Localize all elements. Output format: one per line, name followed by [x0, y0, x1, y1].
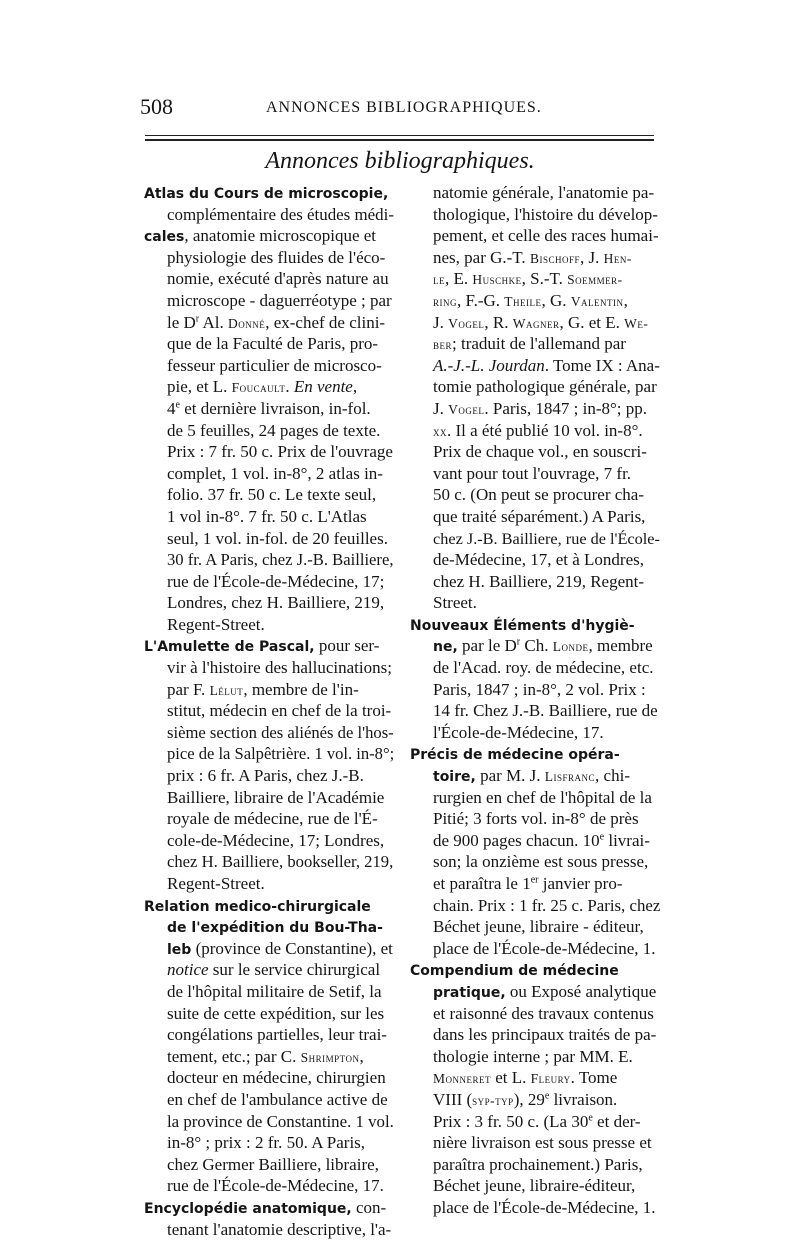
- text-run: ou Exposé analytique: [506, 982, 657, 1001]
- text-line: [144, 463, 394, 485]
- text-line: [144, 679, 394, 701]
- text-line: [144, 1003, 394, 1025]
- text-line: [410, 808, 660, 830]
- text-line: [144, 204, 394, 226]
- entry-heading: leb: [167, 942, 191, 958]
- text-run: Londres, chez H. Bailliere, 219,: [167, 593, 384, 612]
- text-run: Hen-: [604, 251, 632, 266]
- text-line: [410, 333, 660, 355]
- text-run: que de la Faculté de Paris, pro-: [167, 334, 378, 353]
- text-line: [410, 376, 660, 398]
- text-run: microscope - daguerréotype ; par: [167, 291, 392, 310]
- text-run: xx: [433, 424, 447, 439]
- text-run: de 900 pages chacun. 10: [433, 831, 600, 850]
- text-run: et paraîtra le 1: [433, 874, 531, 893]
- text-line: [144, 635, 394, 657]
- text-line: [144, 1154, 394, 1176]
- text-run: con-: [352, 1198, 386, 1217]
- text-run: Paris, 1847 ; in-8°, 2 vol. Prix :: [433, 680, 646, 699]
- text-run: Pitié; 3 forts vol. in-8° de près: [433, 809, 639, 828]
- text-line: [410, 765, 660, 787]
- text-line: [410, 1046, 660, 1068]
- text-run: Vogel: [448, 402, 484, 417]
- text-run: Foucault: [232, 380, 286, 395]
- text-run: syp-typ: [472, 1093, 514, 1108]
- text-run: , R.: [484, 313, 512, 332]
- text-line: [144, 506, 394, 528]
- text-run: Huschke: [472, 272, 521, 287]
- text-line: [144, 225, 394, 247]
- text-line: [144, 657, 394, 679]
- text-run: complet, 1 vol. in-8°, 2 atlas in-: [167, 464, 383, 483]
- text-run: nière livraison est sous presse et: [433, 1133, 652, 1152]
- text-line: [144, 981, 394, 1003]
- text-line: [144, 1089, 394, 1111]
- text-line: [410, 614, 660, 636]
- text-line: [410, 268, 660, 290]
- text-line: [144, 938, 394, 960]
- text-line: [410, 743, 660, 765]
- text-run: ,: [624, 291, 628, 310]
- text-line: [144, 787, 394, 809]
- text-run: (province de Constantine), et: [191, 939, 393, 958]
- text-line: [144, 571, 394, 593]
- text-run: nomie, exécuté d'après nature au: [167, 269, 389, 288]
- text-line: [144, 398, 394, 420]
- text-line: [410, 1154, 660, 1176]
- text-run: tement, etc.; par C.: [167, 1047, 301, 1066]
- text-run: e: [545, 1090, 549, 1101]
- text-run: congélations partielles, leur trai-: [167, 1025, 387, 1044]
- text-run: natomie générale, l'anatomie pa-: [433, 183, 654, 202]
- entry-heading: ne,: [433, 639, 458, 655]
- text-run: Soemmer-: [567, 272, 623, 287]
- text-line: [410, 1089, 660, 1111]
- text-run: pie, et L.: [167, 377, 232, 396]
- text-line: [144, 851, 394, 873]
- text-run: stitut, médecin en chef de la troi-: [167, 701, 391, 720]
- text-run: 50 c. (On peut se procurer cha-: [433, 485, 644, 504]
- text-run: par F.: [167, 680, 210, 699]
- text-run: tomie pathologique générale, par: [433, 377, 657, 396]
- text-line: [144, 1046, 394, 1068]
- text-line: [144, 873, 394, 895]
- text-run: et L.: [491, 1068, 531, 1087]
- text-run: Prix de chaque vol., en souscri-: [433, 442, 647, 461]
- text-run: et dernière livraison, in-fol.: [180, 399, 371, 418]
- text-run: chez Germer Bailliere, libraire,: [167, 1155, 379, 1174]
- text-run: le D: [167, 313, 196, 332]
- text-run: ,: [359, 1047, 363, 1066]
- text-run: en chef de l'ambulance active de: [167, 1090, 388, 1109]
- text-run: nes, par G.-T.: [433, 248, 530, 267]
- text-line: [144, 355, 394, 377]
- text-run: ), 29: [514, 1090, 545, 1109]
- text-run: de l'hôpital militaire de Setif, la: [167, 982, 382, 1001]
- text-run: , membre: [588, 636, 652, 655]
- text-run: place de l'École-de-Médecine, 1.: [433, 1198, 656, 1217]
- text-run: le: [433, 272, 445, 287]
- text-run: vir à l'histoire des hallucinations;: [167, 658, 392, 677]
- text-run: Monneret: [433, 1071, 491, 1086]
- text-run: livraison.: [549, 1090, 617, 1109]
- text-run: rue de l'École-de-Médecine, 17;: [167, 572, 384, 591]
- text-run: thologie interne ; par MM. E.: [433, 1047, 633, 1066]
- text-run: chez H. Bailliere, bookseller, 219,: [167, 852, 393, 871]
- text-run: chez H. Bailliere, 219, Regent-: [433, 572, 644, 591]
- text-run: et raisonné des travaux contenus: [433, 1004, 654, 1023]
- entry-heading: pratique,: [433, 985, 506, 1001]
- text-run: , anatomie microscopique et: [184, 226, 376, 245]
- text-run: l'École-de-Médecine, 17.: [433, 723, 604, 742]
- text-line: [144, 1067, 394, 1089]
- text-run: thologique, l'histoire du dévelop-: [433, 205, 658, 224]
- text-line: [144, 333, 394, 355]
- text-run: folio. 37 fr. 50 c. Le texte seul,: [167, 485, 376, 504]
- text-line: [144, 376, 394, 398]
- text-run: de 5 feuilles, 24 pages de texte.: [167, 421, 380, 440]
- text-line: [410, 938, 660, 960]
- text-run: pour ser-: [315, 636, 380, 655]
- text-line: [410, 592, 660, 614]
- text-run: Fleury: [531, 1071, 571, 1086]
- text-line: [144, 614, 394, 636]
- text-run: place de l'École-de-Médecine, 1.: [433, 939, 656, 958]
- text-line: [144, 1111, 394, 1133]
- text-line: [410, 1003, 660, 1025]
- text-run: e: [600, 831, 604, 842]
- text-line: [144, 808, 394, 830]
- text-run: fesseur particulier de microsco-: [167, 356, 382, 375]
- text-line: [144, 247, 394, 269]
- text-line: [410, 981, 660, 1003]
- text-line: [144, 830, 394, 852]
- text-line: [410, 1067, 660, 1089]
- text-run: in-8° ; prix : 2 fr. 50. A Paris,: [167, 1133, 365, 1152]
- text-run: Theile: [504, 294, 541, 309]
- text-run: seul, 1 vol. in-fol. de 20 feuilles.: [167, 529, 388, 548]
- text-run: Londe: [553, 639, 589, 654]
- text-line: [410, 398, 660, 420]
- text-run: . Il a été publié 10 vol. in-8°.: [447, 421, 643, 440]
- text-run: , membre de l'in-: [243, 680, 358, 699]
- text-run: sur le service chirurgical: [209, 960, 381, 979]
- text-run: vant pour tout l'ouvrage, 7 fr.: [433, 464, 631, 483]
- text-line: [410, 873, 660, 895]
- text-run: Vogel: [448, 316, 484, 331]
- text-run: dans les principaux traités de pa-: [433, 1025, 656, 1044]
- text-run: royale de médecine, rue de l'É-: [167, 809, 378, 828]
- text-run: Bischoff: [530, 251, 580, 266]
- text-run: 30 fr. A Paris, chez J.-B. Bailliere,: [167, 550, 394, 569]
- text-line: [144, 592, 394, 614]
- text-line: [410, 1024, 660, 1046]
- text-line: [144, 743, 394, 765]
- text-run: Shrimpton: [301, 1050, 360, 1065]
- text-run: cole-de-Médecine, 17; Londres,: [167, 831, 384, 850]
- text-run: r: [517, 637, 520, 648]
- text-run: e: [176, 399, 180, 410]
- text-run: Regent-Street.: [167, 615, 265, 634]
- text-run: paraîtra prochainement.) Paris,: [433, 1155, 643, 1174]
- text-run: janvier pro-: [538, 874, 622, 893]
- text-line: [144, 182, 394, 204]
- text-line: [144, 765, 394, 787]
- text-run: 14 fr. Chez J.-B. Bailliere, rue de: [433, 701, 658, 720]
- text-run: VIII (: [433, 1090, 472, 1109]
- text-run: par le D: [458, 636, 517, 655]
- text-run: chez J.-B. Bailliere, rue de l'École-: [433, 529, 660, 548]
- text-run: Street.: [433, 593, 477, 612]
- right-column: [410, 182, 660, 1219]
- text-run: physiologie des fluides de l'éco-: [167, 248, 385, 267]
- text-run: Ch.: [520, 636, 553, 655]
- page-number: 508: [140, 94, 173, 120]
- text-line: [410, 787, 660, 809]
- text-line: [144, 895, 394, 917]
- text-line: [410, 506, 660, 528]
- text-line: [144, 1197, 394, 1219]
- text-run: , G. et E.: [559, 313, 624, 332]
- text-run: J.: [433, 313, 448, 332]
- text-line: [144, 722, 394, 744]
- entry-heading: L'Amulette de Pascal,: [144, 639, 315, 655]
- text-run: que traité séparément.) A Paris,: [433, 507, 645, 526]
- text-run: er: [531, 874, 539, 885]
- text-line: [144, 441, 394, 463]
- text-run: Wagner: [513, 316, 560, 331]
- text-run: prix : 6 fr. A Paris, chez J.-B.: [167, 766, 364, 785]
- text-run: Al.: [199, 313, 228, 332]
- text-run: tenant l'anatomie descriptive, l'a-: [167, 1220, 391, 1239]
- text-run: , J.: [580, 248, 604, 267]
- text-run: Béchet jeune, libraire-éditeur,: [433, 1176, 635, 1195]
- text-run: Lélut: [210, 683, 244, 698]
- text-run: suite de cette expédition, sur les: [167, 1004, 384, 1023]
- text-line: [144, 549, 394, 571]
- page-header: [140, 94, 660, 128]
- text-run: et der-: [593, 1112, 641, 1131]
- text-line: [410, 657, 660, 679]
- text-run: We-: [624, 316, 648, 331]
- entry-heading: Atlas du Cours de microscopie,: [144, 186, 388, 202]
- text-run: rurgien en chef de l'hôpital de la: [433, 788, 652, 807]
- text-line: [410, 528, 660, 550]
- left-column: [144, 182, 394, 1240]
- text-run: En vente: [294, 377, 353, 396]
- text-line: [410, 312, 660, 334]
- entry-heading: de l'expédition du Bou-Tha-: [167, 920, 383, 936]
- section-title: Annonces bibliographiques.: [140, 148, 660, 175]
- text-run: J.: [433, 399, 448, 418]
- text-line: [410, 549, 660, 571]
- text-run: docteur en médecine, chirurgien: [167, 1068, 386, 1087]
- text-run: , S.-T.: [522, 269, 568, 288]
- text-line: [144, 959, 394, 981]
- entry-heading: Nouveaux Éléments d'hygiè-: [410, 618, 635, 634]
- text-run: Valentin: [571, 294, 624, 309]
- text-run: , ex-chef de clini-: [265, 313, 385, 332]
- text-line: [410, 1197, 660, 1219]
- entry-heading: toire,: [433, 769, 476, 785]
- text-line: [410, 959, 660, 981]
- entry-heading: Précis de médecine opéra-: [410, 747, 620, 763]
- text-run: livrai-: [604, 831, 650, 850]
- text-run: ; traduit de l'allemand par: [452, 334, 626, 353]
- text-line: [410, 182, 660, 204]
- text-line: [410, 355, 660, 377]
- text-run: , F.-G.: [457, 291, 504, 310]
- text-line: [144, 700, 394, 722]
- text-line: [410, 441, 660, 463]
- text-line: [410, 247, 660, 269]
- text-line: [144, 484, 394, 506]
- text-line: [410, 463, 660, 485]
- text-line: [144, 268, 394, 290]
- text-run: rue de l'École-de-Médecine, 17.: [167, 1176, 384, 1195]
- text-line: [410, 679, 660, 701]
- text-line: [410, 722, 660, 744]
- text-run: ,: [353, 377, 357, 396]
- text-run: sième section des aliénés de l'hos-: [167, 723, 394, 742]
- text-line: [144, 290, 394, 312]
- text-line: [410, 1132, 660, 1154]
- text-run: , chi-: [595, 766, 630, 785]
- text-line: [144, 1024, 394, 1046]
- text-run: Donné: [228, 316, 265, 331]
- text-run: son; la onzième est sous presse,: [433, 852, 648, 871]
- text-run: 1 vol in-8°. 7 fr. 50 c. L'Atlas: [167, 507, 367, 526]
- text-run: Regent-Street.: [167, 874, 265, 893]
- text-run: chain. Prix : 1 fr. 25 c. Paris, chez: [433, 896, 660, 915]
- entry-heading: Compendium de médecine: [410, 963, 619, 979]
- text-run: Bailliere, libraire de l'Académie: [167, 788, 384, 807]
- text-run: r: [196, 313, 199, 324]
- text-run: 4: [167, 399, 176, 418]
- text-run: .: [285, 377, 294, 396]
- text-line: [144, 312, 394, 334]
- entry-heading: cales: [144, 229, 184, 245]
- text-line: [410, 916, 660, 938]
- text-line: [410, 1175, 660, 1197]
- text-line: [410, 851, 660, 873]
- text-line: [410, 830, 660, 852]
- text-run: complémentaire des études médi-: [167, 205, 394, 224]
- text-line: [144, 420, 394, 442]
- text-run: notice: [167, 960, 209, 979]
- text-line: [144, 1132, 394, 1154]
- text-run: de-Médecine, 17, et à Londres,: [433, 550, 644, 569]
- text-run: . Tome: [571, 1068, 618, 1087]
- entry-heading: Relation medico-chirurgicale: [144, 899, 371, 915]
- running-head: ANNONCES BIBLIOGRAPHIQUES.: [266, 99, 542, 117]
- text-line: [144, 916, 394, 938]
- text-run: la province de Constantine. 1 vol.: [167, 1112, 394, 1131]
- text-run: , G.: [542, 291, 571, 310]
- text-line: [144, 528, 394, 550]
- text-line: [410, 1111, 660, 1133]
- text-run: A.-J.-L. Jourdan: [433, 356, 545, 375]
- text-run: ber: [433, 337, 452, 352]
- text-line: [410, 635, 660, 657]
- text-line: [410, 420, 660, 442]
- entry-heading: Encyclopédie anatomique,: [144, 1201, 352, 1217]
- text-line: [410, 895, 660, 917]
- text-run: , E.: [445, 269, 472, 288]
- text-run: ring: [433, 294, 457, 309]
- text-run: Prix : 3 fr. 50 c. (La 30: [433, 1112, 588, 1131]
- text-line: [410, 484, 660, 506]
- text-run: Prix : 7 fr. 50 c. Prix de l'ouvrage: [167, 442, 393, 461]
- header-rule: [145, 135, 654, 141]
- text-line: [410, 225, 660, 247]
- text-run: . Tome IX : Ana-: [545, 356, 660, 375]
- text-line: [144, 1175, 394, 1197]
- text-line: [144, 1219, 394, 1240]
- text-line: [410, 204, 660, 226]
- text-line: [410, 290, 660, 312]
- text-line: [410, 571, 660, 593]
- text-run: pement, et celle des races humai-: [433, 226, 659, 245]
- text-run: e: [588, 1112, 592, 1123]
- text-run: Lisfranc: [545, 769, 595, 784]
- text-run: de l'Acad. roy. de médecine, etc.: [433, 658, 654, 677]
- text-run: pice de la Salpêtrière. 1 vol. in-8°;: [167, 744, 394, 763]
- text-line: [410, 700, 660, 722]
- text-run: par M. J.: [476, 766, 545, 785]
- text-run: Béchet jeune, libraire - éditeur,: [433, 917, 644, 936]
- text-run: . Paris, 1847 ; in-8°; pp.: [484, 399, 647, 418]
